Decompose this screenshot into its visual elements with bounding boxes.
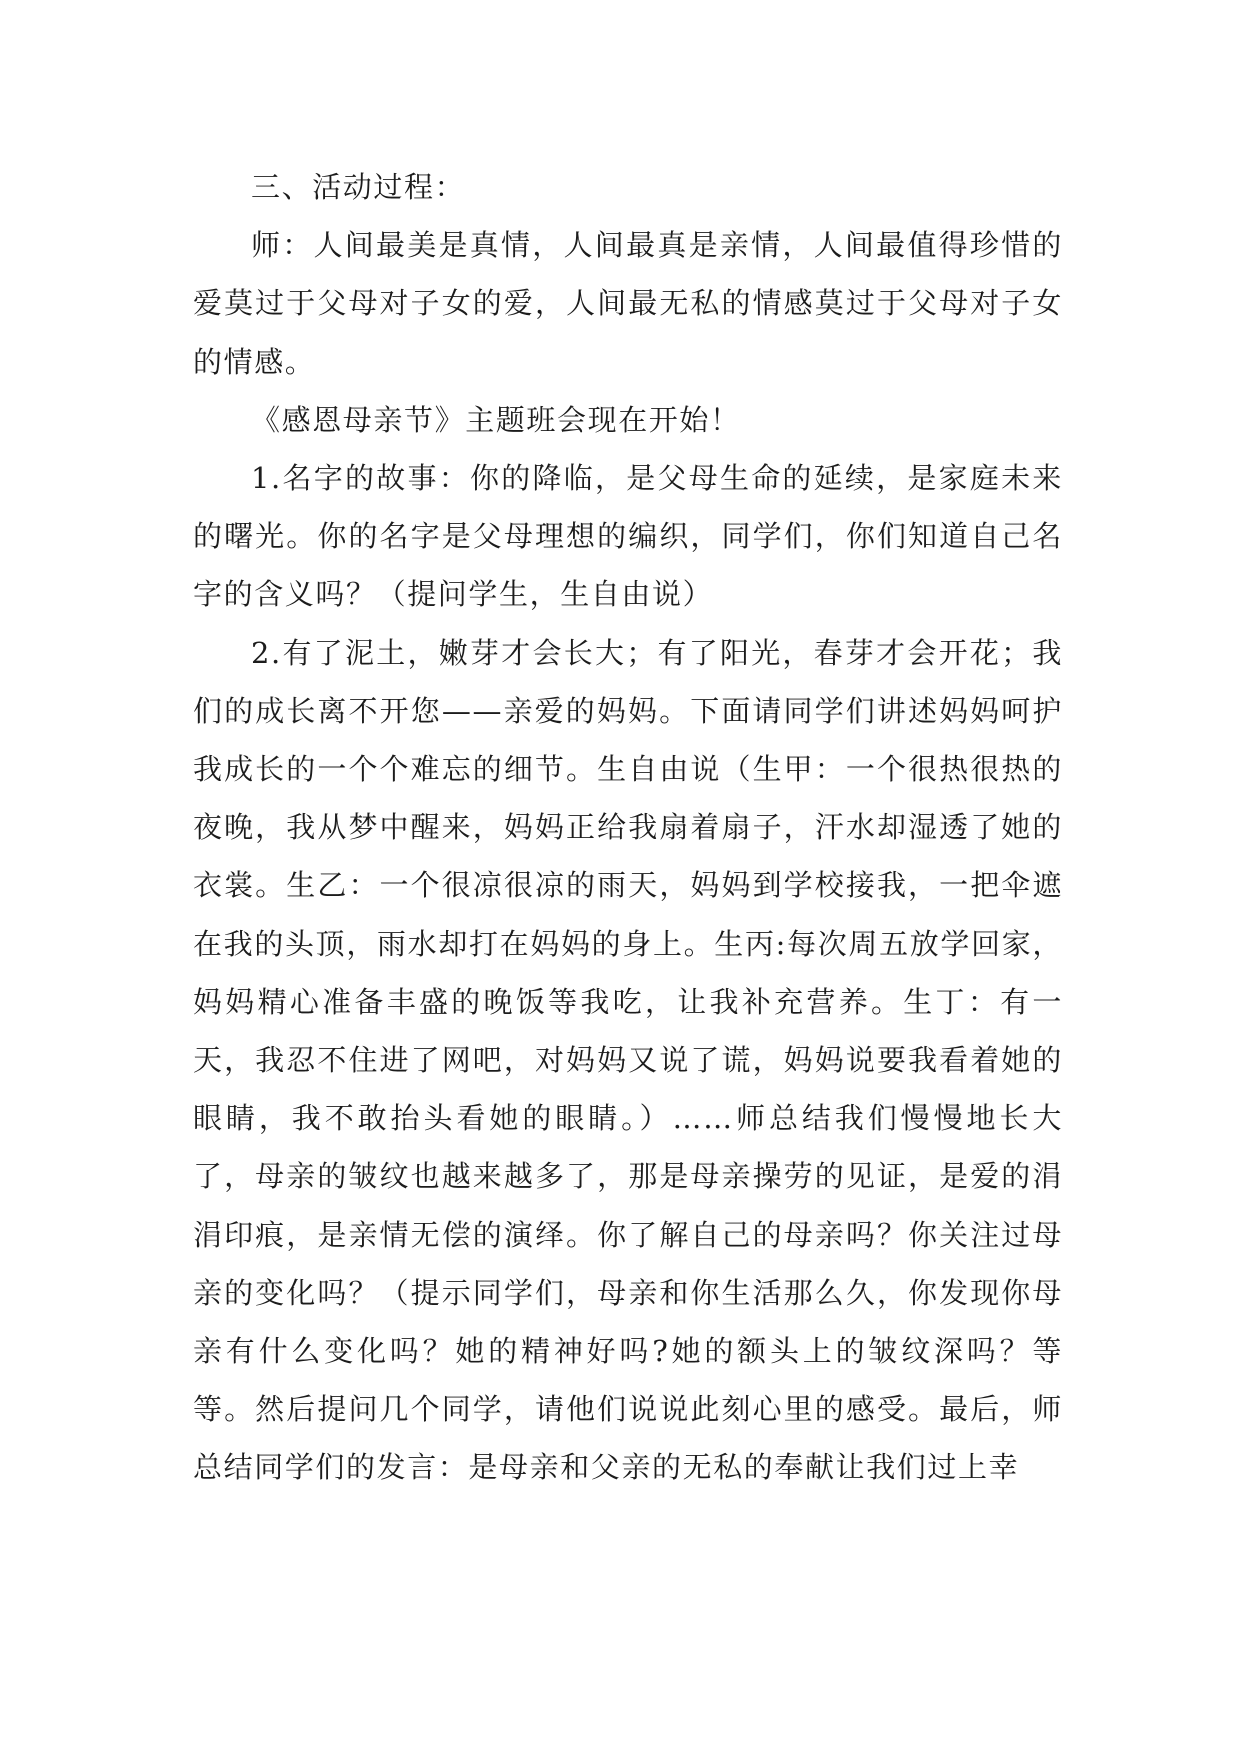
paragraph-class-meeting-start: 《感恩母亲节》主题班会现在开始！ xyxy=(251,402,741,437)
paragraph-name-story: 1.名字的故事：你的降临，是父母生命的延续，是家庭未来的曙光。你的名字是父母理想的编织，同学们，你们知道自己名字的含义吗？（提问学生，生自由说） xyxy=(193,461,1063,612)
document-body xyxy=(193,158,1063,1497)
paragraph-mother-care: 2.有了泥土，嫩芽才会长大；有了阳光，春芽才会开花；我们的成长离不开您——亲爱的妈妈。下面请同学们讲述妈妈呵护我成长的一个个难忘的细节。生自由说（生甲：一个很热很热的夜晚，我从梦中醒来，妈妈正给我扇着扇子，汗水却湿透了她的衣裳。生乙：一个很凉很凉的雨天，妈妈到学校接我，一把伞遮在我的头顶，雨水却打在妈妈的身上。生丙:每次周五放学回家，妈妈精心准备丰盛的晚饭等我吃，让我补充营养。生丁：有一天，我忍不住进了网吧，对妈妈又说了谎，妈妈说要我看着她的眼睛，我不敢抬头看她的眼睛。）……师总结我们慢慢地长大了，母亲的皱纹也越来越多了，那是母亲操劳的见证，是爱的涓涓印痕，是亲情无偿的演绎。你了解自己的母亲吗？你关注过母亲的变化吗？（提示同学们，母亲和你生活那么久，你发现你母亲有什么变化吗？她的精神好吗?她的额头上的皱纹深吗？等等。然后提问几个同学，请他们说说此刻心里的感受。最后，师总结同学们的发言：是母亲和父亲的无私的奉献让我们过上幸 xyxy=(193,635,1063,1485)
section-heading: 三、活动过程： xyxy=(251,170,466,204)
paragraph-teacher-intro: 师：人间最美是真情，人间最真是亲情，人间最值得珍惜的爱莫过于父母对子女的爱，人间最无私的情感莫过于父母对子女的情感。 xyxy=(193,228,1063,379)
